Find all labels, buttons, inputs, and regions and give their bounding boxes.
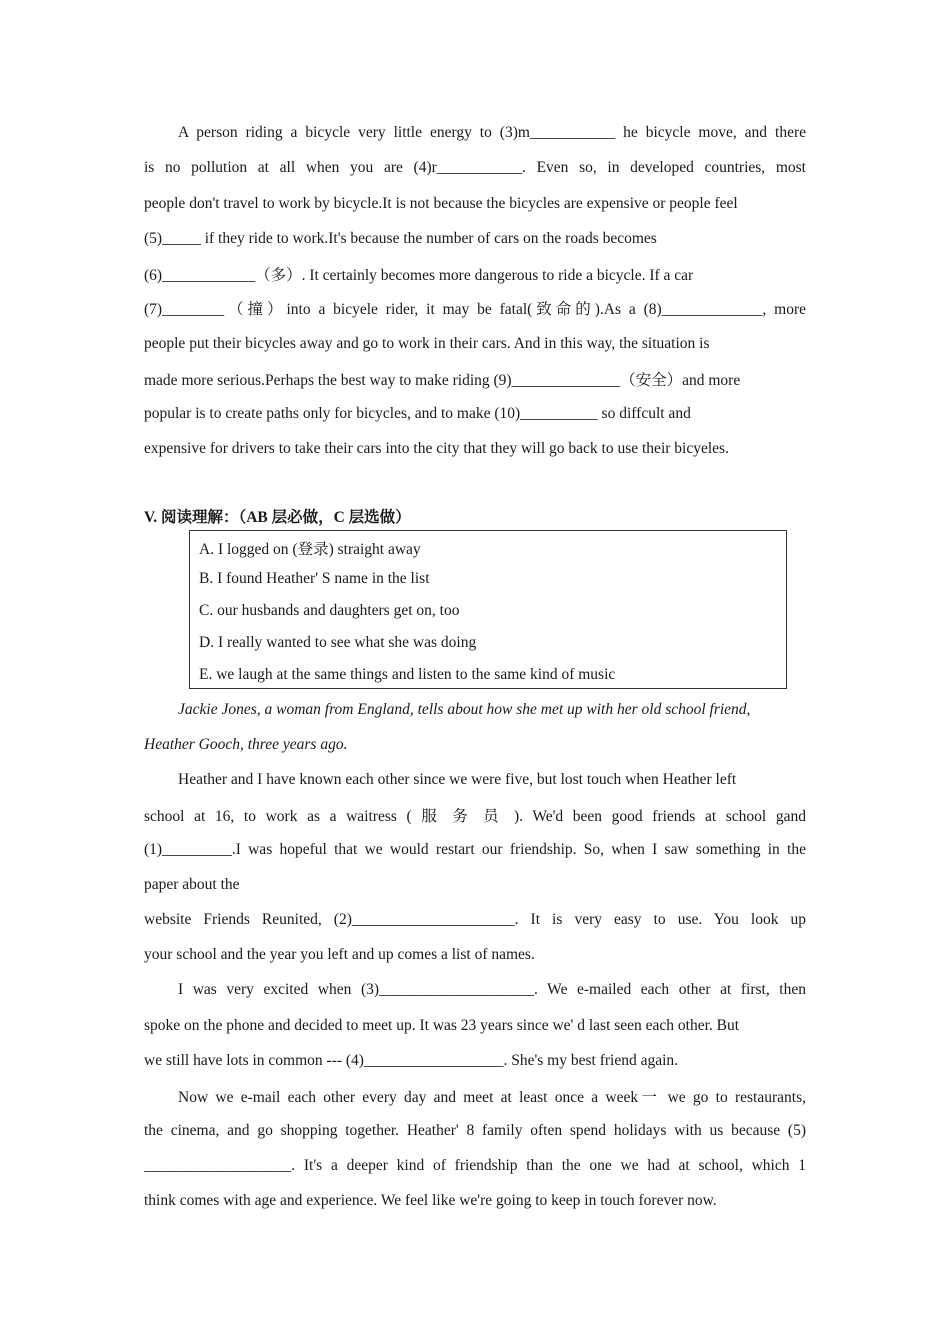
passage-line-8: spoke on the phone and decided to meet up. It was 23 years since we' d last seen each other. But: [144, 1017, 740, 1034]
passage-line-9: we still have lots in common --- (4)__________________. She's my best friend again.: [144, 1052, 679, 1069]
cloze-line-9: popular is to create paths only for bicycles, and to make (10)__________ so diffcult and: [144, 405, 691, 422]
intro-line-1: Jackie Jones, a woman from England, tells about how she met up with her old school friend,: [178, 701, 751, 718]
passage-line-6: your school and the year you left and up comes a list of names.: [144, 946, 535, 963]
options-box: [189, 530, 787, 689]
cloze-line-1: A person riding a bicycle very little energy to (3)m___________ he bicycle move, and there: [178, 124, 806, 141]
passage-line-2: school at 16, to work as a waitress ( 服 务 员 ). We'd been good friends at school gand: [144, 808, 806, 825]
cloze-line-10: expensive for drivers to take their cars into the city that they will go back to use their bicyeles.: [144, 440, 729, 457]
passage-line-1: Heather and I have known each other since we were five, but lost touch when Heather left: [178, 771, 737, 788]
cloze-line-5: (6)____________（多）. It certainly becomes more dangerous to ride a bicycle. If a car: [144, 267, 694, 284]
cloze-line-4: (5)_____ if they ride to work.It's because the number of cars on the roads becomes: [144, 230, 657, 247]
passage-line-12: ___________________. It's a deeper kind of friendship than the one we had at school, which 1: [144, 1157, 806, 1174]
passage-line-11: the cinema, and go shopping together. Heather' 8 family often spend holidays with us because (5): [144, 1122, 806, 1139]
passage-line-4: paper about the: [144, 876, 240, 893]
option-b: B. I found Heather' S name in the list: [199, 570, 430, 587]
cloze-line-2: is no pollution at all when you are (4)r___________. Even so, in developed countries, most: [144, 159, 806, 176]
cloze-line-7: people put their bicycles away and go to work in their cars. And in this way, the situation is: [144, 335, 710, 352]
option-c: C. our husbands and daughters get on, too: [199, 602, 460, 619]
option-d: D. I really wanted to see what she was doing: [199, 634, 477, 651]
option-a: A. I logged on (登录) straight away: [199, 541, 421, 558]
cloze-line-6: (7)________（撞）into a bicyele rider, it may be fatal(致命的).As a (8)_____________, more: [144, 301, 806, 318]
cloze-line-3: people don't travel to work by bicycle.It is not because the bicycles are expensive or people feel: [144, 195, 738, 212]
passage-line-10: Now we e-mail each other every day and meet at least once a week一 we go to restaurants,: [178, 1089, 806, 1106]
section-heading: V. 阅读理解：（AB 层必做，C 层选做）: [144, 509, 411, 526]
option-e: E. we laugh at the same things and listen to the same kind of music: [199, 666, 616, 683]
passage-line-7: I was very excited when (3)____________________. We e-mailed each other at first, then: [178, 981, 806, 998]
intro-line-2: Heather Gooch, three years ago.: [144, 736, 348, 753]
cloze-line-8: made more serious.Perhaps the best way to make riding (9)______________（安全）and more: [144, 372, 741, 389]
passage-line-3: (1)_________.I was hopeful that we would restart our friendship. So, when I saw something in the: [144, 841, 806, 858]
passage-line-5: website Friends Reunited, (2)_____________________. It is very easy to use. You look up: [144, 911, 806, 928]
passage-line-13: think comes with age and experience. We feel like we're going to keep in touch forever now.: [144, 1192, 717, 1209]
